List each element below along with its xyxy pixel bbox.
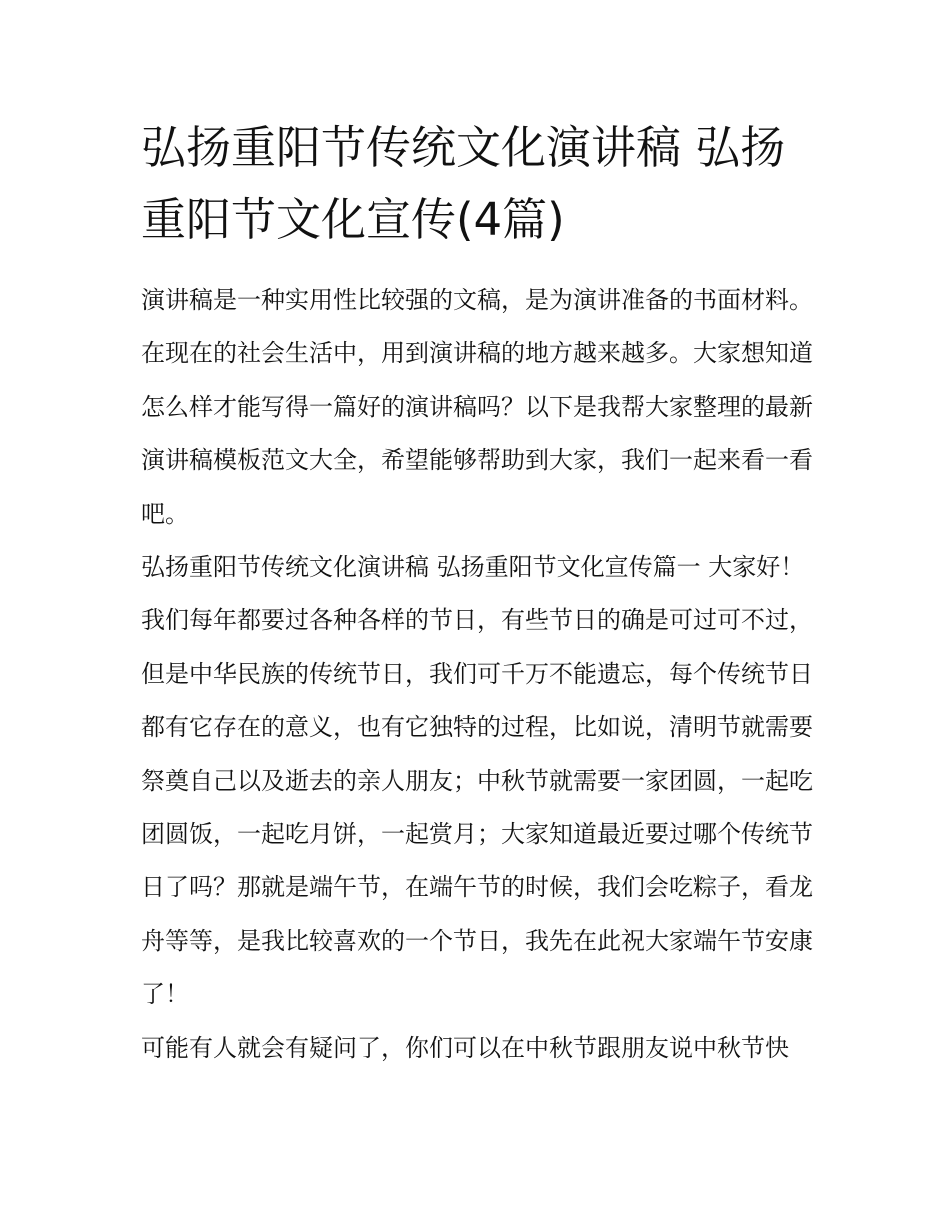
section-heading-paragraph: 弘扬重阳节传统文化演讲稿 弘扬重阳节文化宣传篇一 大家好！ <box>141 553 805 582</box>
intro-paragraph: 演讲稿是一种实用性比较强的文稿，是为演讲准备的书面材料。在现在的社会生活中，用到演讲稿的地方越来越多。大家想知道怎么样才能写得一篇好的演讲稿吗？以下是我帮大家整理的最新演讲稿模板范文大全，希望能够帮助到大家，我们一起来看一看吧。 <box>141 286 813 528</box>
document-body <box>141 112 813 1075</box>
document-title: 弘扬重阳节传统文化演讲稿 弘扬重阳节文化宣传(4篇) <box>141 121 786 246</box>
body-paragraph: 我们每年都要过各种各样的节日，有些节日的确是可过可不过，但是中华民族的传统节日，我们可千万不能遗忘，每个传统节日都有它存在的意义，也有它独特的过程，比如说，清明节就需要祭奠自己以及逝去的亲人朋友；中秋节就需要一家团圆，一起吃团圆饭，一起吃月饼，一起赏月；大家知道最近要过哪个传统节日了吗？那就是端午节，在端午节的时候，我们会吃粽子，看龙舟等等，是我比较喜欢的一个节日，我先在此祝大家端午节安康了！ <box>141 606 813 1009</box>
body-paragraph: 可能有人就会有疑问了，你们可以在中秋节跟朋友说中秋节快 <box>141 1033 789 1062</box>
